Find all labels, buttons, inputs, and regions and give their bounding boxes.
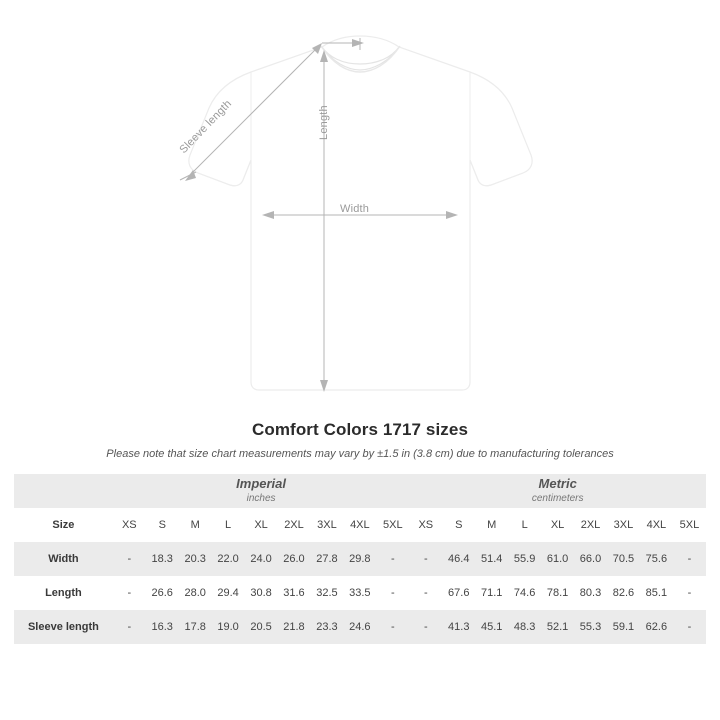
sleeve-imperial-2xl: 21.8 — [278, 610, 311, 644]
length-imperial-l: 29.4 — [217, 587, 239, 599]
sleeve-imperial-4xl: 24.6 — [343, 610, 376, 644]
unit-corner-cell — [14, 474, 113, 508]
sleeve-metric-l: 48.3 — [508, 610, 541, 644]
size-header-metric-2xl: 2XL — [574, 508, 607, 542]
metric-unit-cell — [409, 474, 706, 508]
width-imperial-l: 22.0 — [212, 542, 245, 576]
row-label-sleeve-length: Sleeve length — [14, 610, 113, 644]
width-metric-3xl: 70.5 — [607, 542, 640, 576]
sleeve-imperial-xs: - — [113, 610, 146, 644]
tolerance-note: Please note that size chart measurements may vary by ±1.5 in (3.8 cm) due to manufacturing tolerances — [106, 448, 614, 460]
sleeve-metric-xs: - — [409, 610, 442, 644]
width-imperial-m: 20.3 — [179, 542, 212, 576]
metric-unit-name: Metric — [538, 475, 577, 491]
table-row — [14, 542, 706, 576]
length-imperial-2xl: 31.6 — [283, 587, 305, 599]
size-header-metric-3xl: 3XL — [607, 508, 640, 542]
size-header-metric-s: S — [442, 508, 475, 542]
sleeve-metric-s: 41.3 — [442, 610, 475, 644]
sleeve-imperial-5xl: - — [376, 610, 409, 644]
size-header-metric-m: M — [475, 508, 508, 542]
size-header-imperial-3xl: 3XL — [310, 508, 343, 542]
imperial-unit-sub: inches — [246, 493, 276, 505]
width-metric-l: 55.9 — [508, 542, 541, 576]
size-header-imperial-4xl: 4XL — [343, 508, 376, 542]
sleeve-metric-4xl: 62.6 — [640, 610, 673, 644]
length-metric-4xl: 85.1 — [645, 587, 668, 599]
sleeve-imperial-l: 19.0 — [212, 610, 245, 644]
width-imperial-xl: 24.0 — [245, 542, 278, 576]
length-imperial-s: 26.6 — [151, 587, 173, 599]
length-imperial-m: 28.0 — [184, 587, 206, 599]
length-imperial-3xl: 32.5 — [316, 587, 338, 599]
length-imperial-4xl: 33.5 — [349, 587, 371, 599]
unit-header-row — [14, 474, 706, 508]
sleeve-metric-2xl: 55.3 — [574, 610, 607, 644]
width-metric-s: 46.4 — [442, 542, 475, 576]
length-imperial-5xl: - — [391, 587, 395, 599]
size-header-metric-4xl: 4XL — [640, 508, 673, 542]
length-metric-xl: 78.1 — [546, 587, 569, 599]
row-label-width: Width — [14, 542, 113, 576]
sleeve-imperial-s: 16.3 — [146, 610, 179, 644]
length-imperial-xs: - — [127, 587, 132, 599]
size-header-imperial-l: L — [212, 508, 245, 542]
size-header-metric-xs: XS — [409, 508, 442, 542]
size-chart-table — [14, 474, 706, 644]
row-label-length: Length — [45, 587, 82, 599]
width-metric-2xl: 66.0 — [574, 542, 607, 576]
length-metric-2xl: 80.3 — [579, 587, 602, 599]
width-imperial-2xl: 26.0 — [278, 542, 311, 576]
width-imperial-4xl: 29.8 — [343, 542, 376, 576]
length-metric-5xl: - — [687, 587, 692, 599]
width-metric-4xl: 75.6 — [640, 542, 673, 576]
size-table-wrap — [0, 474, 720, 644]
sleeve-imperial-m: 17.8 — [179, 610, 212, 644]
size-header-imperial-xs: XS — [113, 508, 146, 542]
table-row — [14, 576, 706, 610]
width-metric-xs: - — [409, 542, 442, 576]
size-header-metric-l: L — [508, 508, 541, 542]
imperial-unit-cell — [113, 474, 410, 508]
length-metric-l: 74.6 — [513, 587, 536, 599]
length-metric-xs: - — [423, 587, 428, 599]
size-label-cell: Size — [14, 508, 113, 542]
imperial-unit-name: Imperial — [236, 475, 287, 491]
length-measure-label: Length — [318, 105, 330, 140]
size-header-imperial-s: S — [146, 508, 179, 542]
sleeve-imperial-3xl: 23.3 — [310, 610, 343, 644]
length-metric-s: 67.6 — [448, 587, 470, 599]
width-imperial-xs: - — [113, 542, 146, 576]
sleeve-metric-5xl: - — [673, 610, 706, 644]
size-header-imperial-m: M — [179, 508, 212, 542]
size-header-metric-5xl: 5XL — [673, 508, 706, 542]
sleeve-metric-m: 45.1 — [475, 610, 508, 644]
size-header-metric-xl: XL — [541, 508, 574, 542]
length-imperial-xl: 30.8 — [250, 587, 272, 599]
metric-unit-sub: centimeters — [531, 493, 584, 505]
title-block — [0, 420, 720, 460]
sleeve-metric-3xl: 59.1 — [607, 610, 640, 644]
width-measure-label: Width — [340, 203, 370, 215]
length-metric-m: 71.1 — [480, 587, 503, 599]
sleeve-imperial-xl: 20.5 — [245, 610, 278, 644]
size-header-imperial-5xl: 5XL — [376, 508, 409, 542]
width-metric-5xl: - — [673, 542, 706, 576]
width-imperial-5xl: - — [376, 542, 409, 576]
size-header-imperial-xl: XL — [245, 508, 278, 542]
width-metric-m: 51.4 — [475, 542, 508, 576]
page-title: Comfort Colors 1717 sizes — [251, 420, 468, 439]
width-imperial-s: 18.3 — [146, 542, 179, 576]
sleeve-length-measure-label: Sleeve length — [177, 97, 235, 156]
sleeve-metric-xl: 52.1 — [541, 610, 574, 644]
width-metric-xl: 61.0 — [541, 542, 574, 576]
width-imperial-3xl: 27.8 — [310, 542, 343, 576]
length-metric-3xl: 82.6 — [612, 587, 635, 599]
table-row — [14, 610, 706, 644]
size-header-row — [14, 508, 706, 542]
size-header-imperial-2xl: 2XL — [278, 508, 311, 542]
